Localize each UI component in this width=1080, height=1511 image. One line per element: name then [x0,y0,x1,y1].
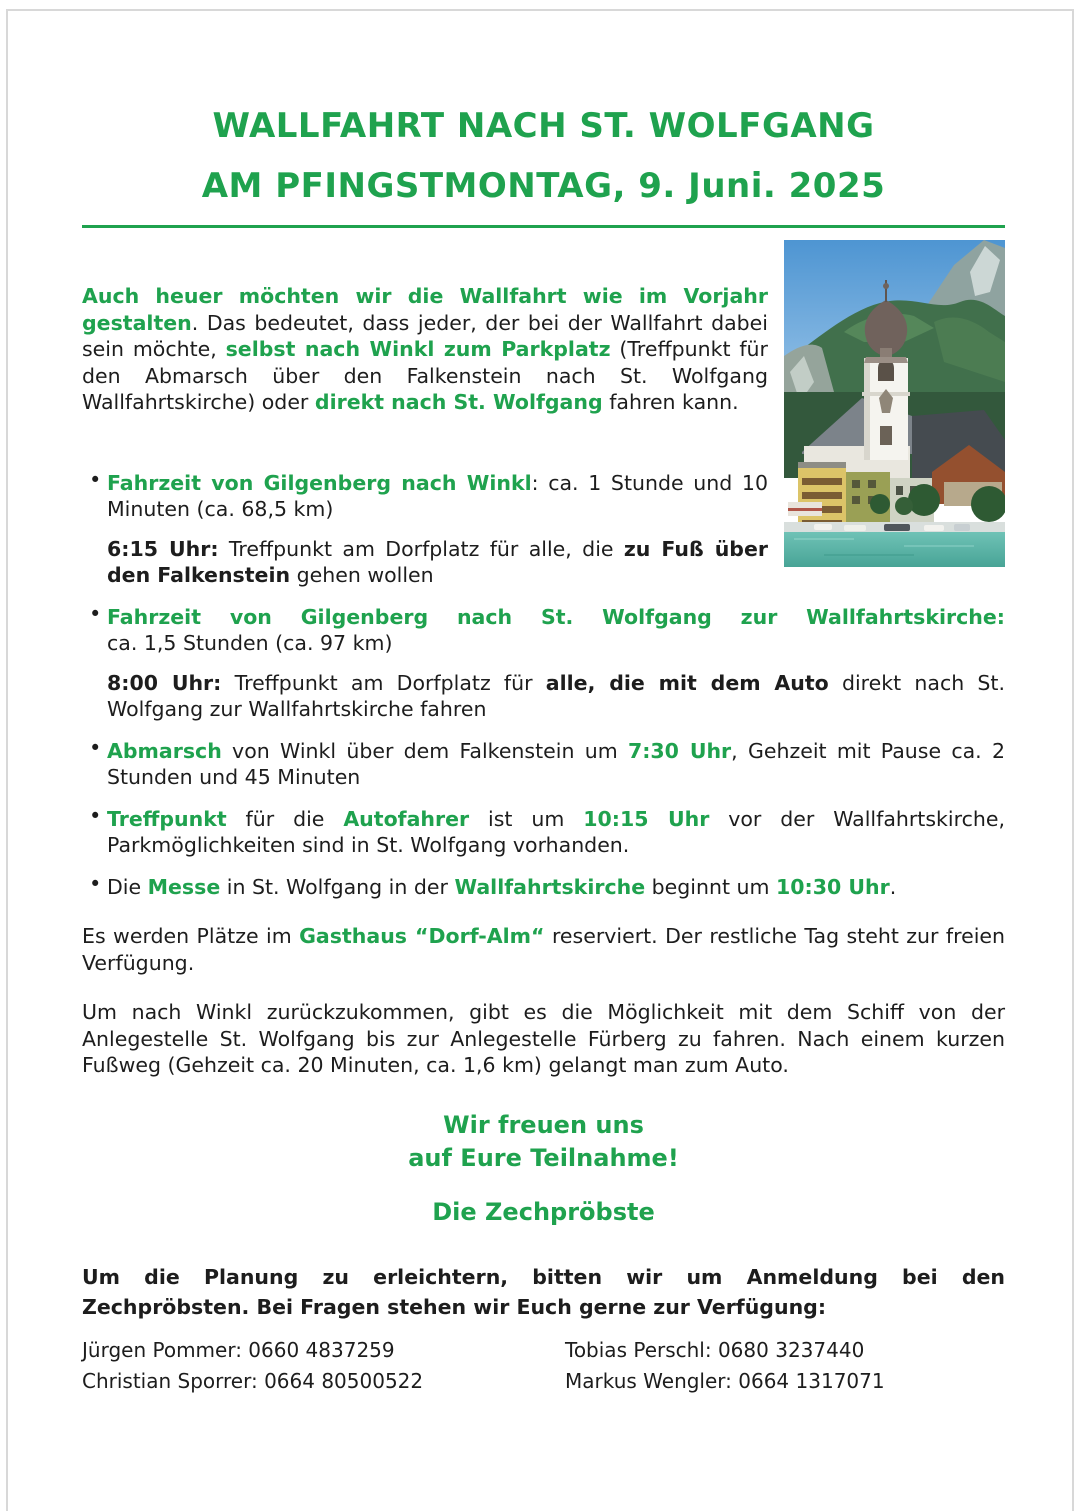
contact-item: Markus Wengler: 0664 1317071 [565,1368,885,1393]
schedule-item-text: • Fahrzeit von Gilgenberg nach Winkl: ca. 1 Stunde und 10 Minuten (ca. 68,5 km) [107,470,768,521]
schedule-item-text: • Fahrzeit von Gilgenberg nach St. Wolfgang zur Wallfahrtskirche: ca. 1,5 Stunden (ca. 97 km) [107,604,1005,655]
title-line-1: WALLFAHRT NACH ST. WOLFGANG [212,106,875,146]
title-line-2: AM PFINGSTMONTAG, 9. Juni. 2025 [201,166,886,206]
schedule-item-text: • Die Messe in St. Wolfgang in der Wallfahrtskirche beginnt um 10:30 Uhr. [107,874,897,899]
contact-item: Tobias Perschl: 0680 3237440 [565,1337,865,1362]
flyer-document [82,0,1005,1397]
intro-paragraph: Auch heuer möchten wir die Wallfahrt wie im Vorjahr gestalten. Das bedeutet, dass jeder, der bei der Wallfahrt dabei sein möchte, selbst nach Winkl zum Parkplatz (Treffpunkt für den Abmarsch über den Falkenstein nach St. Wolfgang Wallfahrtskirche) oder direkt nach St. Wolfgang fahren kann. [82,284,768,414]
contact-list [82,1335,1005,1397]
schedule-list [82,470,1005,901]
contact-item: Jürgen Pommer: 0660 4837259 [82,1337,395,1362]
schedule-item-text: • Treffpunkt für die Autofahrer ist um 10:15 Uhr vor der Wallfahrtskirche, Parkmöglichkeiten sind in St. Wolfgang vorhanden. [107,806,1005,857]
closing-line-2: auf Eure Teilnahme! [408,1143,679,1172]
closing-message [82,1109,1005,1175]
reservation-paragraph: Es werden Plätze im Gasthaus “Dorf-Alm“ reserviert. Der restliche Tag steht zur freien Verfügung. [82,924,1006,975]
schedule-item-subtext: 8:00 Uhr: Treffpunkt am Dorfplatz für alle, die mit dem Auto direkt nach St. Wolfgang zur Wallfahrtskirche fahren [107,670,1005,721]
return-info-paragraph: Um nach Winkl zurückzukommen, gibt es die Möglichkeit mit dem Schiff von der Anlegestelle St. Wolfgang bis zur Anlegestelle Fürberg zu fahren. Nach einem kurzen Fußweg (Gehzeit ca. 20 Minuten, ca. 1,6 km) gelangt man zum Auto. [82,1000,1005,1077]
signature: Die Zechpröbste [432,1197,655,1226]
page-title [82,96,1005,216]
closing-line-1: Wir freuen uns [443,1110,644,1139]
schedule-item-messe [82,874,1005,901]
title-underline [82,225,1005,228]
schedule-item-text: • Abmarsch von Winkl über dem Falkenstein um 7:30 Uhr, Gehzeit mit Pause ca. 2 Stunden und 45 Minuten [107,738,1005,789]
schedule-item-fahrzeit-winkl [82,470,1005,589]
contact-item: Christian Sporrer: 0664 80500522 [82,1368,424,1393]
schedule-item-subtext: 6:15 Uhr: Treffpunkt am Dorfplatz für alle, die zu Fuß über den Falkenstein gehen wollen [107,536,768,587]
schedule-item-fahrzeit-wolfgang [82,604,1005,723]
registration-note: Um die Planung zu erleichtern, bitten wir um Anmeldung bei den Zechpröbsten. Bei Fragen stehen wir Euch gerne zur Verfügung: [82,1264,1005,1319]
schedule-item-treffpunkt [82,806,1005,859]
schedule-item-abmarsch [82,738,1005,791]
